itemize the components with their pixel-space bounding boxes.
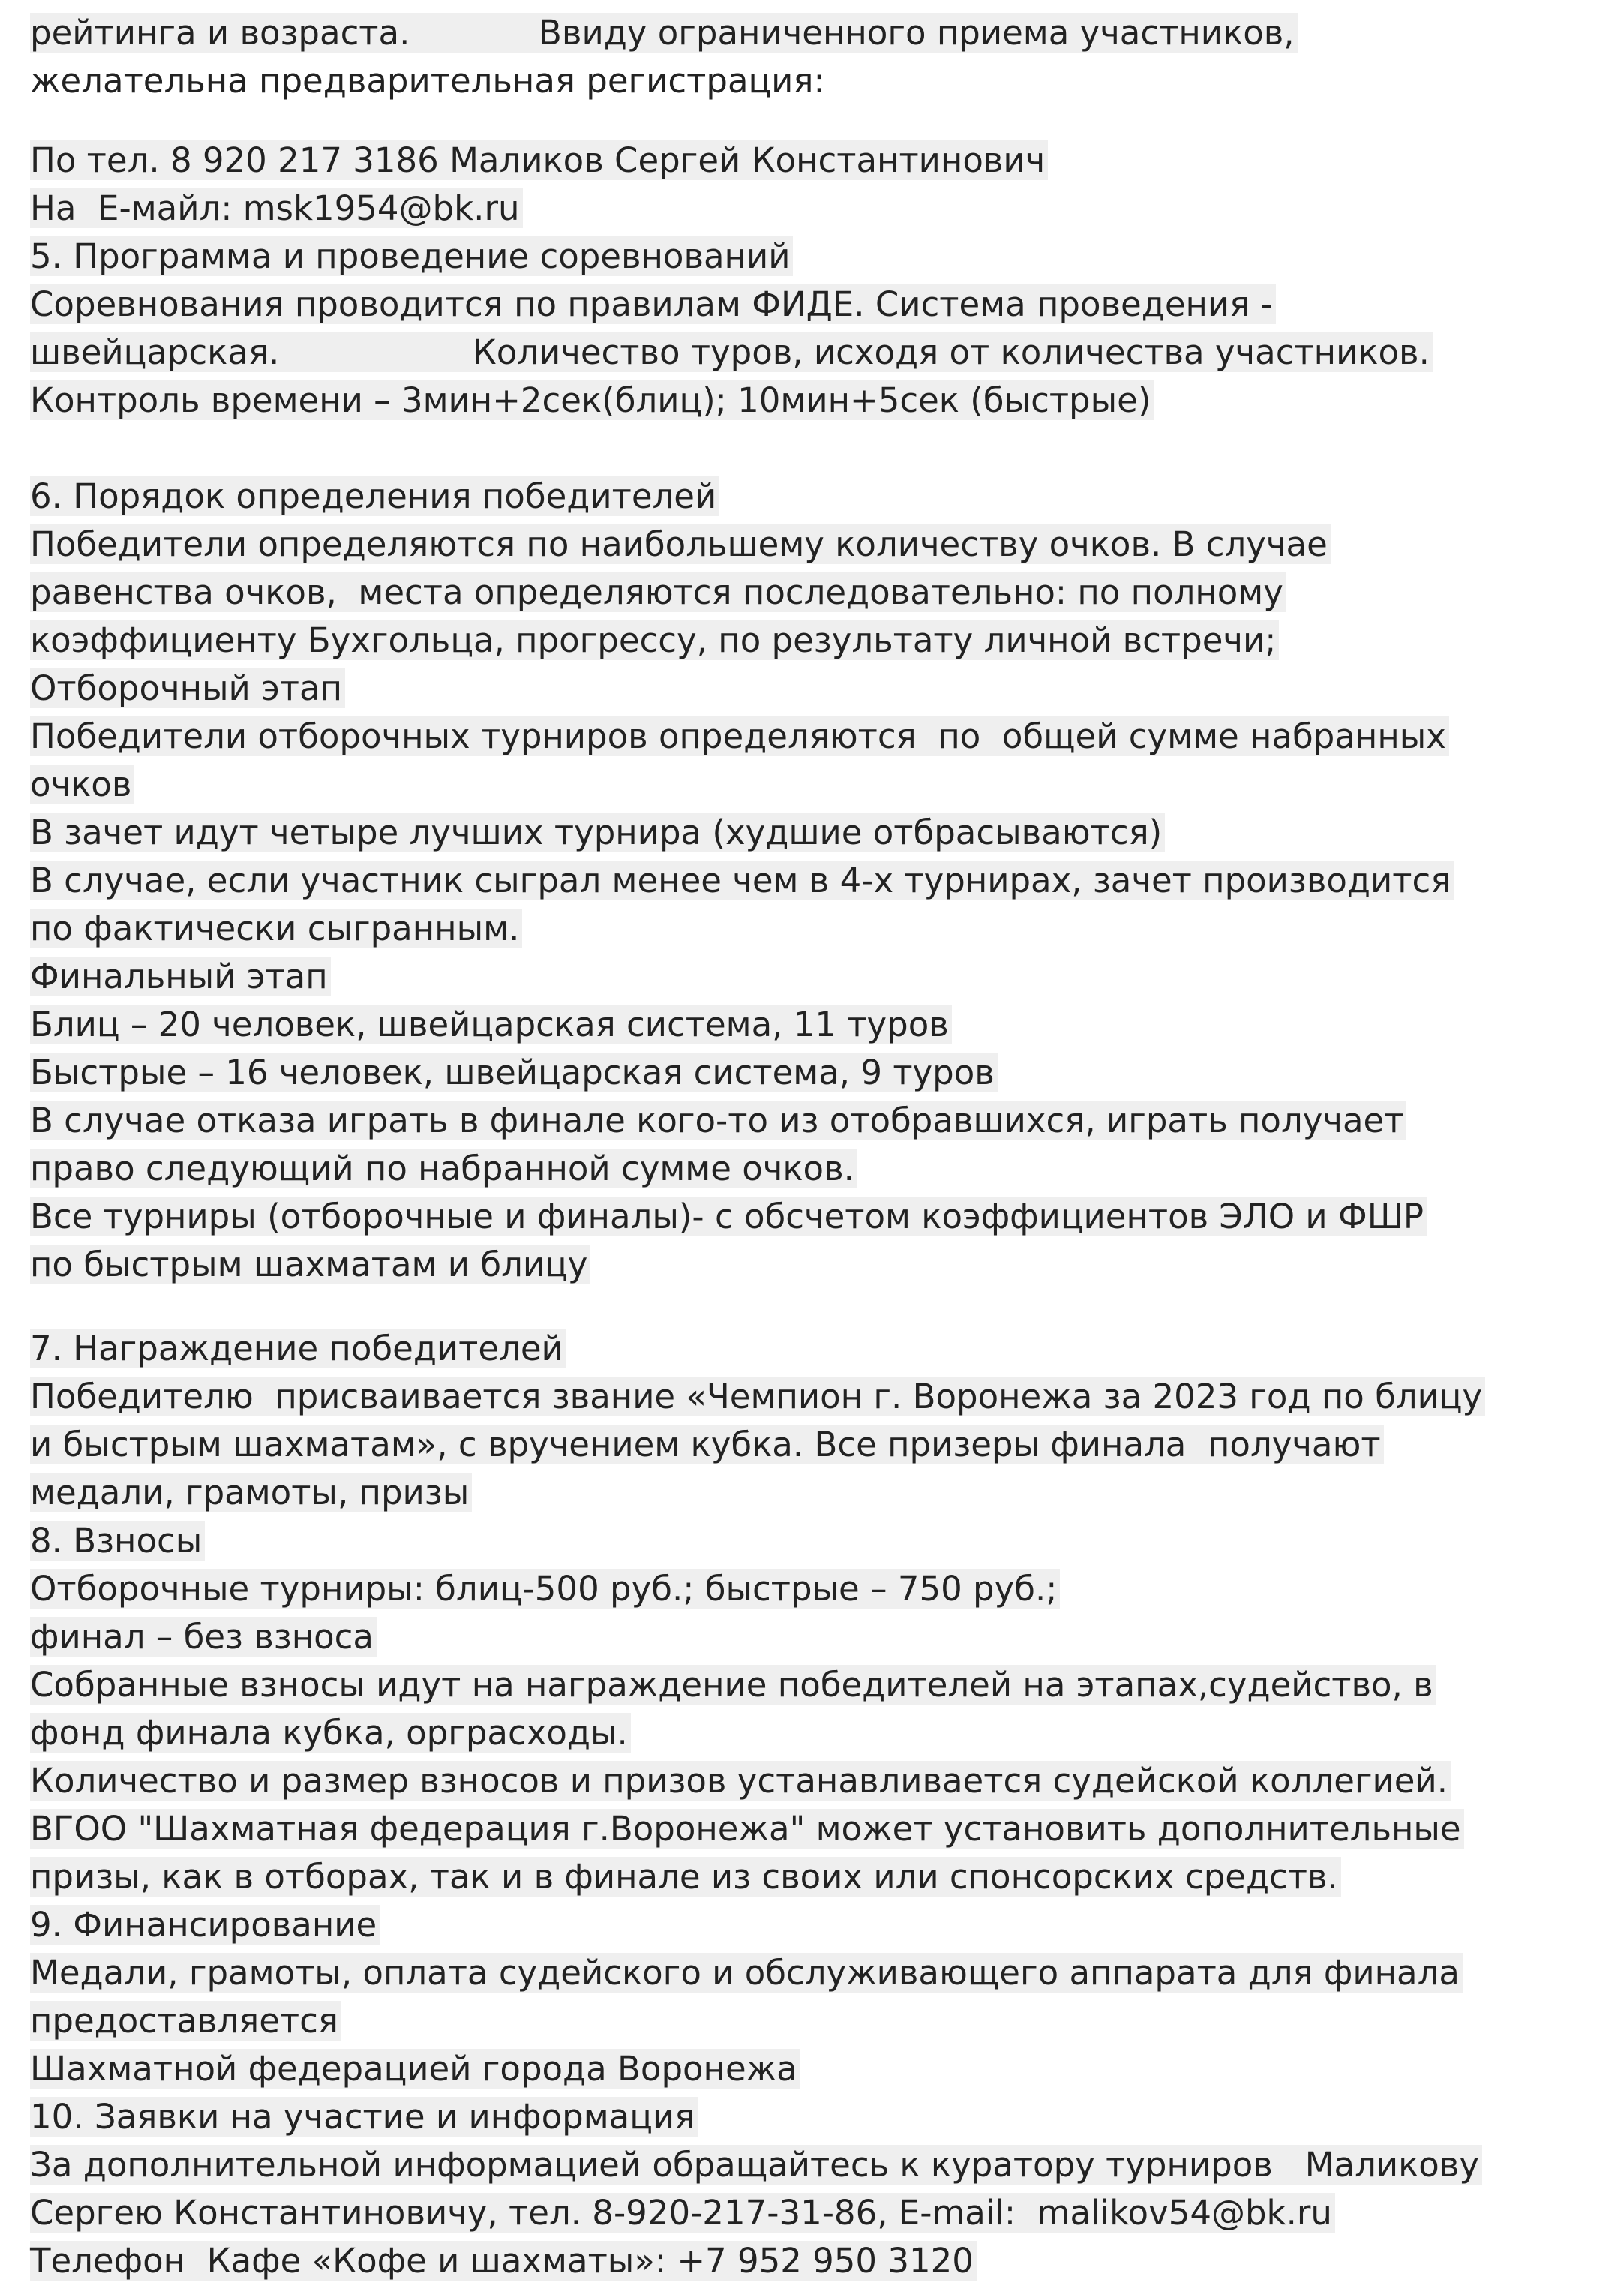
text-line <box>30 2237 977 2285</box>
text-line <box>30 1757 1451 1805</box>
text-line <box>30 569 1286 617</box>
text-line-content: Победители определяются по наибольшему количеству очков. В случае <box>30 524 1331 564</box>
text-line-content: швейцарская. Количество туров, исходя от количества участников. <box>30 332 1433 372</box>
text-line-content: ВГОО "Шахматная федерация г.Воронежа" может установить дополнительные <box>30 1809 1464 1849</box>
text-line <box>30 809 1165 857</box>
text-line-content: Быстрые – 16 человек, швейцарская система, 9 туров <box>30 1053 998 1092</box>
text-line-content: и быстрым шахматам», с вручением кубка. Все призеры финала получают <box>30 1425 1384 1464</box>
text-line-content: Блиц – 20 человек, швейцарская система, 11 туров <box>30 1005 952 1044</box>
text-line <box>30 1805 1464 1853</box>
text-line-content: Отборочные турниры: блиц-500 руб.; быстрые – 750 руб.; <box>30 1569 1060 1609</box>
text-line-content: Количество и размер взносов и призов устанавливается судейской коллегией. <box>30 1761 1451 1801</box>
text-line <box>30 281 1276 329</box>
text-line <box>30 1373 1485 1421</box>
text-line <box>30 185 523 233</box>
text-line-content: 5. Программа и проведение соревнований <box>30 236 793 276</box>
text-line-content: Все турниры (отборочные и финалы)- с обсчетом коэффициентов ЭЛО и ФШР <box>30 1197 1427 1236</box>
text-line <box>30 1661 1436 1709</box>
text-line-content: по фактически сыгранным. <box>30 909 522 948</box>
text-line-content: 7. Награждение победителей <box>30 1329 566 1368</box>
text-line-content: Шахматной федерацией города Воронежа <box>30 2049 800 2089</box>
text-line-content: Контроль времени – 3мин+2сек(блиц); 10мин+5сек (быстрые) <box>30 380 1154 420</box>
text-line <box>30 1325 566 1373</box>
text-line <box>30 1193 1427 1241</box>
text-line-content: Соревнования проводится по правилам ФИДЕ. Система проведения - <box>30 284 1276 324</box>
text-line <box>30 2045 800 2093</box>
text-line-content: Сергею Константиновичу, тел. 8-920-217-31-86, E-mail: malikov54@bk.ru <box>30 2193 1335 2233</box>
text-line <box>30 761 134 809</box>
text-line <box>30 857 1454 905</box>
text-line-content: В случае, если участник сыграл менее чем в 4-х турнирах, зачет производится <box>30 861 1454 900</box>
text-line <box>30 521 1331 569</box>
text-line <box>30 1853 1341 1901</box>
text-line-content: Телефон Кафе «Кофе и шахматы»: +7 952 950 3120 <box>30 2241 977 2281</box>
text-line <box>30 1049 998 1097</box>
text-line-content: На Е-майл: msk1954@bk.ru <box>30 188 523 228</box>
text-line <box>30 329 1433 377</box>
text-line <box>30 2189 1335 2237</box>
text-line-content: равенства очков, места определяются последовательно: по полному <box>30 572 1286 612</box>
text-line-content: по быстрым шахматам и блицу <box>30 1245 590 1284</box>
text-line <box>30 9 1298 57</box>
text-line-content: 6. Порядок определения победителей <box>30 476 719 516</box>
text-line <box>30 905 522 953</box>
text-line <box>30 233 793 281</box>
text-line <box>30 713 1449 761</box>
text-line <box>30 137 1048 185</box>
text-line <box>30 1421 1384 1469</box>
text-line <box>30 1097 1406 1145</box>
text-line <box>30 2093 698 2141</box>
text-line-content: За дополнительной информацией обращайтесь к куратору турниров Маликову <box>30 2145 1482 2185</box>
text-line <box>30 1241 590 1289</box>
text-line <box>30 1565 1060 1613</box>
text-line-content: В случае отказа играть в финале кого-то из отобравшихся, играть получает <box>30 1101 1406 1140</box>
text-line-content: призы, как в отборах, так и в финале из своих или спонсорских средств. <box>30 1857 1341 1897</box>
text-line <box>30 1949 1463 1997</box>
text-line <box>30 617 1279 665</box>
text-line <box>30 473 719 521</box>
text-line <box>30 377 1154 425</box>
text-line <box>30 1145 857 1193</box>
text-line-content: право следующий по набранной сумме очков. <box>30 1149 857 1188</box>
text-line-content: медали, грамоты, призы <box>30 1473 472 1512</box>
text-line <box>30 1709 631 1757</box>
text-line-content: очков <box>30 765 134 804</box>
text-line-content: В зачет идут четыре лучших турнира (худшие отбрасываются) <box>30 813 1165 852</box>
text-line-content: фонд финала кубка, орграсходы. <box>30 1713 631 1753</box>
text-line-content: По тел. 8 920 217 3186 Маликов Сергей Константинович <box>30 140 1048 180</box>
text-line-content: коэффициенту Бухгольца, прогрессу, по результату личной встречи; <box>30 620 1279 660</box>
text-line <box>30 1469 472 1517</box>
text-line-content: желательна предварительная регистрация: <box>30 61 825 101</box>
text-line <box>30 57 825 105</box>
text-line-content: 8. Взносы <box>30 1521 205 1561</box>
text-line <box>30 1517 205 1565</box>
text-line <box>30 665 345 713</box>
text-line-content: финал – без взноса <box>30 1617 377 1657</box>
text-line <box>30 1997 341 2045</box>
text-line-content: 9. Финансирование <box>30 1905 380 1945</box>
text-line-content: Медали, грамоты, оплата судейского и обслуживающего аппарата для финала <box>30 1953 1463 1993</box>
text-line <box>30 953 331 1001</box>
text-line-content: 10. Заявки на участие и информация <box>30 2097 698 2137</box>
text-line-content: Финальный этап <box>30 957 331 996</box>
text-line-content: Собранные взносы идут на награждение победителей на этапах,судейство, в <box>30 1665 1436 1705</box>
text-line-content: Победители отборочных турниров определяются по общей сумме набранных <box>30 716 1449 756</box>
text-line-content: Отборочный этап <box>30 668 345 708</box>
text-line <box>30 1613 377 1661</box>
text-line-content: предоставляется <box>30 2001 341 2041</box>
text-line <box>30 1901 380 1949</box>
text-line <box>30 2141 1482 2189</box>
text-line-content: рейтинга и возраста. Ввиду ограниченного приема участников, <box>30 13 1298 53</box>
text-line-content: Победителю присваивается звание «Чемпион г. Воронежа за 2023 год по блицу <box>30 1377 1485 1416</box>
text-line <box>30 1001 952 1049</box>
